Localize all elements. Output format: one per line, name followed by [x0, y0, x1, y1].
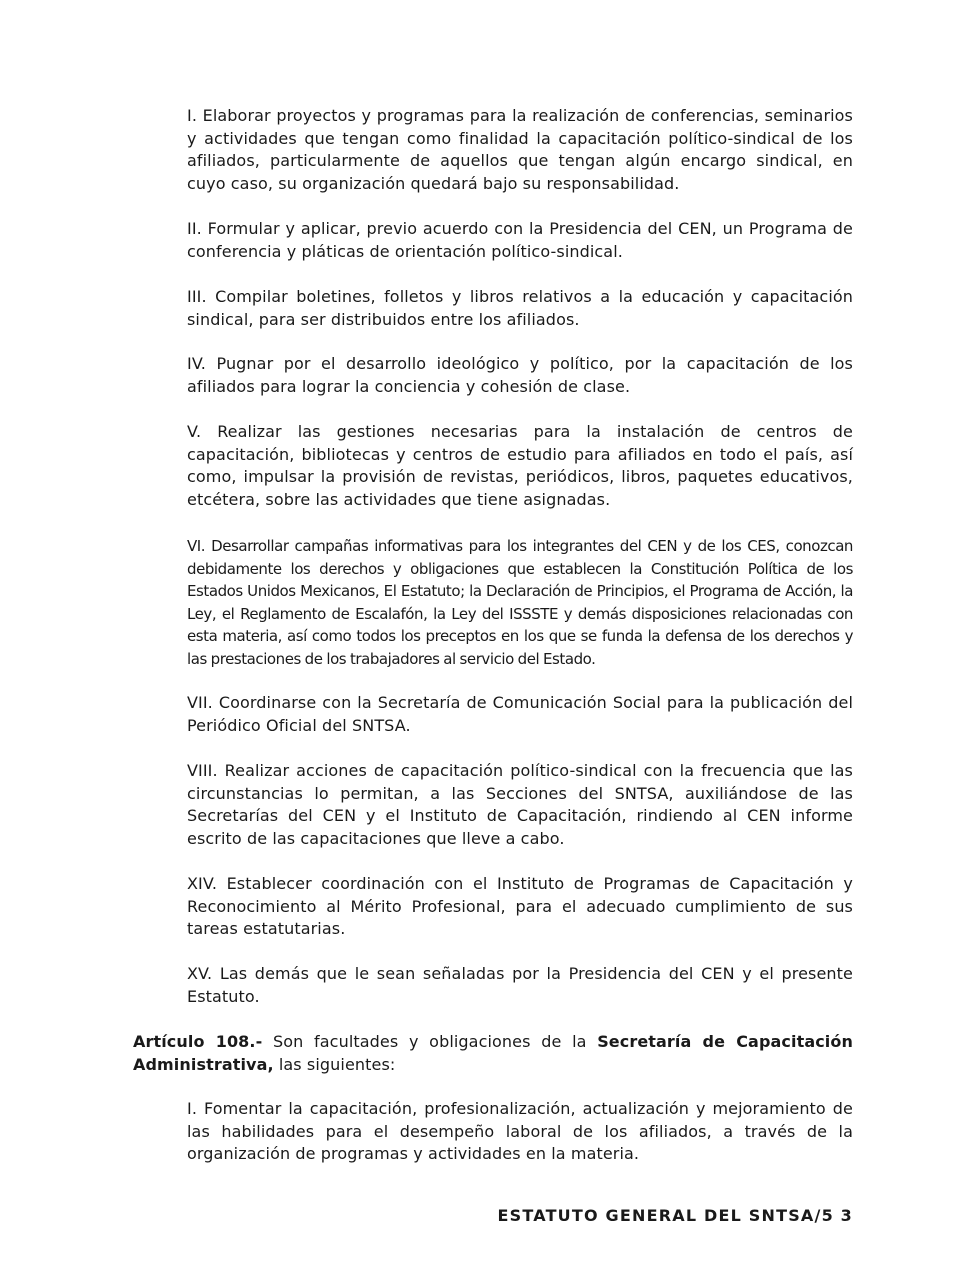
fraction-viii: VIII. Realizar acciones de capacitación político-sindical con la frecuencia que las circunstancias lo permitan, a las Secciones del SNTSA, auxiliándose de las Secretarías del CEN y el Instituto de Capacitación, rindiendo al CEN informe escrito de las capacitaciones que lleve a cabo. [187, 761, 853, 848]
article-108 [133, 1031, 853, 1076]
fraction-iii: III. Compilar boletines, folletos y libros relativos a la educación y capacitación sindical, para ser distribuidos entre los afiliados. [187, 287, 853, 329]
fraction-ii: II. Formular y aplicar, previo acuerdo con la Presidencia del CEN, un Programa de conferencia y pláticas de orientación político-sindical. [187, 219, 853, 261]
page-footer: ESTATUTO GENERAL DEL SNTSA/5 3 [497, 1206, 853, 1225]
article-label: Artículo 108.- [133, 1032, 263, 1051]
article-text-after: las siguientes: [273, 1054, 396, 1074]
fraction-iv: IV. Pugnar por el desarrollo ideológico y político, por la capacitación de los afiliados para lograr la conciencia y cohesión de clase. [187, 354, 853, 396]
article-secretaria: Secretaría de Capacitación Administrativa, [133, 1032, 853, 1074]
fraction-vii: VII. Coordinarse con la Secretaría de Comunicación Social para la publicación del Periódico Oficial del SNTSA. [187, 693, 853, 735]
article-text-before: Son facultades y obligaciones de la [262, 1032, 598, 1051]
fraction-i: I. Elaborar proyectos y programas para la realización de conferencias, seminarios y actividades que tengan como finalidad la capacitación político-sindical de los afiliados, particularmente de aquellos que tengan algún encargo sindical, en cuyo caso, su organización quedará bajo su responsabilidad. [187, 106, 853, 193]
fraction-xv: XV. Las demás que le sean señaladas por la Presidencia del CEN y el presente Estatuto. [187, 964, 853, 1006]
fraction-vi: VI. Desarrollar campañas informativas para los integrantes del CEN y de los CES, conozcan debidamente los derechos y obligaciones que establecen la Constitución Política de los Estados Unidos Mexicanos, El Estatuto; la Declaración de Principios, el Programa de Acción, la Ley, el Reglamento de Escalafón, la Ley del ISSSTE y demás disposiciones relacionadas con esta materia, así como todos los preceptos en los que se funda la defensa de los derechos y las prestaciones de los trabajadores al servicio del Estado. [187, 537, 853, 668]
fraction-v: V. Realizar las gestiones necesarias para la instalación de centros de capacitación, bibliotecas y centros de estudio para afiliados en todo el país, así como, impulsar la provisión de revistas, periódicos, libros, paquetes educativos, etcétera, sobre las actividades que tiene asignadas. [187, 422, 853, 509]
article-108-fraction-i: I. Fomentar la capacitación, profesionalización, actualización y mejoramiento de las habilidades para el desempeño laboral de los afiliados, a través de la organización de programas y actividades en la materia. [187, 1099, 853, 1164]
fraction-xiv: XIV. Establecer coordinación con el Instituto de Programas de Capacitación y Reconocimiento al Mérito Profesional, para el adecuado cumplimiento de sus tareas estatutarias. [187, 874, 853, 939]
